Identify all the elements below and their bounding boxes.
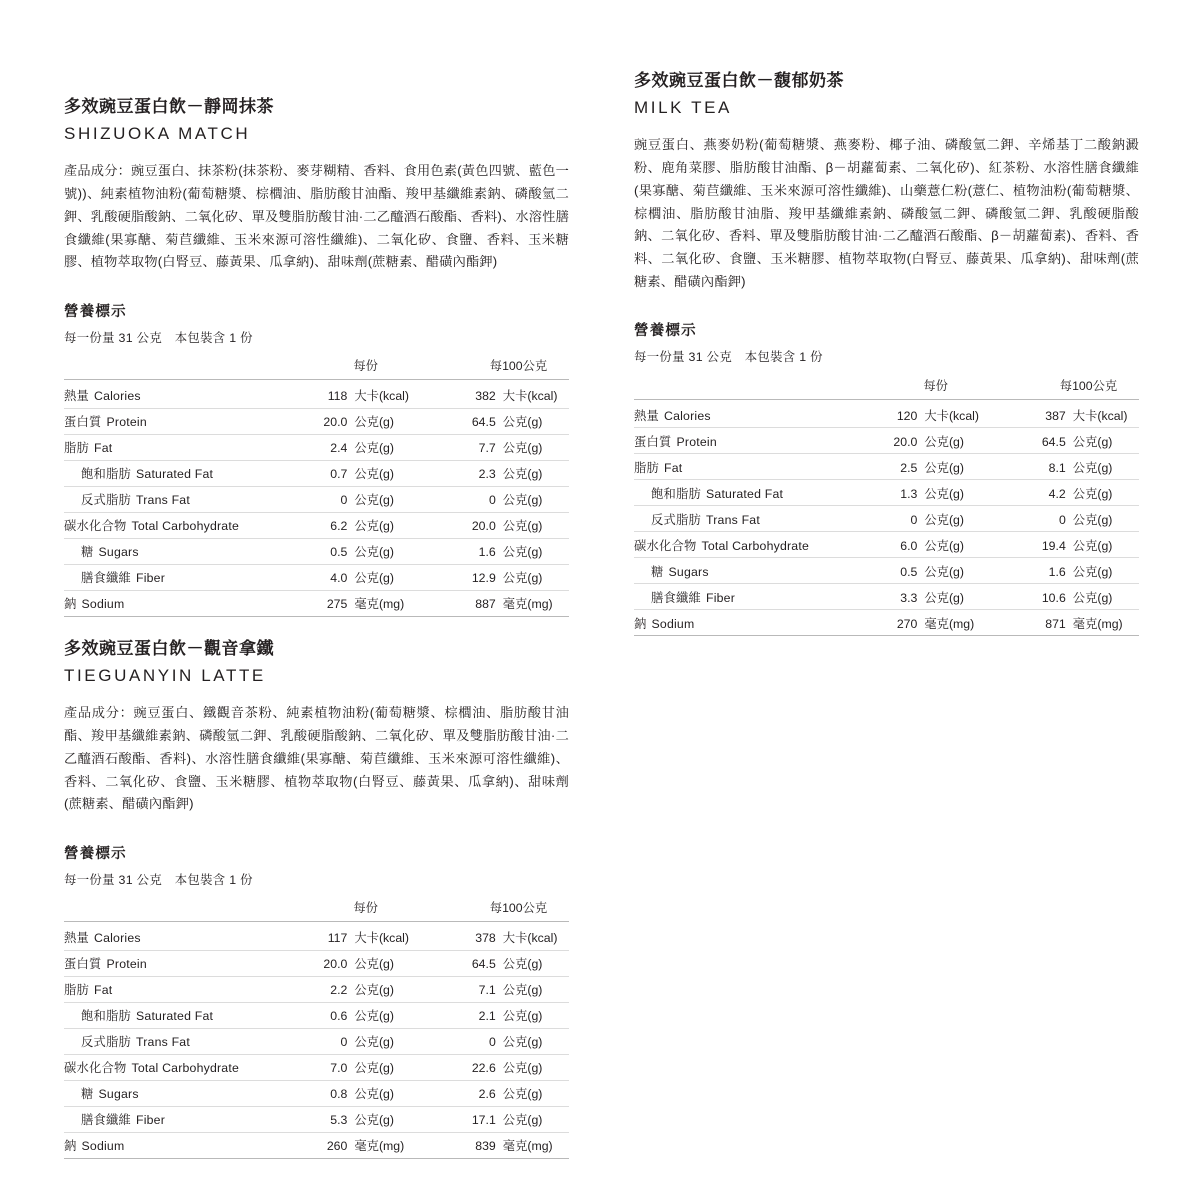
row-value-serving: 0.7 公克(g) bbox=[330, 467, 394, 482]
nutrition-table-head bbox=[64, 895, 569, 922]
row-label: 飽和脂肪 Saturated Fat bbox=[81, 467, 214, 482]
header-blank bbox=[64, 353, 301, 380]
nutrition-label-heading: 營養標示 bbox=[634, 323, 697, 340]
row-value-serving: 20.0 公克(g) bbox=[893, 434, 964, 449]
row-label: 膳食纖維 Fiber bbox=[651, 590, 736, 605]
table-row bbox=[634, 480, 1139, 506]
ingredients-text: 豌豆蛋白、燕麥奶粉(葡萄糖漿、燕麥粉、椰子油、磷酸氫二鉀、辛烯基丁二酸鈉澱粉、鹿角菜膠、脂肪酸甘油酯、β－胡蘿蔔素、二氧化矽)、紅茶粉、水溶性膳食纖維(果寡醣、菊苣纖維、玉米來源可溶性纖維)、山藥薏仁粉(薏仁、植物油粉(葡萄糖漿、棕櫚油、脂肪酸甘油脂、羧甲基纖維素鈉、磷酸氫二鉀、磷酸氫二鉀、乳酸硬脂酸鈉、二氧化矽、香料、單及雙脂肪酸甘油·二乙醯酒石酸酯、β－胡蘿蔔素)、香料、香料、二氧化矽、食鹽、玉米糖膠、植物萃取物(白腎豆、藤黃果、瓜拿納)、甜味劑(蔗糖素、醋磺內酯鉀) bbox=[634, 137, 1139, 289]
row-value-serving: 260 毫克(mg) bbox=[326, 1139, 405, 1154]
row-value-serving: 3.3 公克(g) bbox=[900, 590, 964, 605]
row-value-serving: 4.0 公克(g) bbox=[330, 571, 394, 586]
row-value-serving: 118 大卡(kcal) bbox=[327, 389, 409, 404]
row-label: 反式脂肪 Trans Fat bbox=[81, 493, 190, 508]
table-row bbox=[64, 408, 569, 434]
nutrition-table-body bbox=[64, 380, 569, 617]
row-value-100g: 387 大卡(kcal) bbox=[1045, 408, 1128, 423]
row-value-100g: 2.3 公克(g) bbox=[478, 467, 543, 482]
row-value-100g: 382 大卡(kcal) bbox=[475, 389, 558, 404]
row-value-100g: 1.6 公克(g) bbox=[1048, 564, 1113, 579]
product-title-cn: 多效豌豆蛋白飲－馥郁奶茶 bbox=[634, 71, 844, 90]
row-label: 反式脂肪 Trans Fat bbox=[81, 1035, 190, 1050]
row-value-100g: 0 公克(g) bbox=[488, 1035, 543, 1050]
header-blank bbox=[634, 372, 871, 399]
product-title-en: MILK TEA bbox=[634, 97, 732, 117]
table-row bbox=[634, 399, 1139, 428]
row-value-100g: 0 公克(g) bbox=[1058, 512, 1113, 527]
table-row bbox=[64, 538, 569, 564]
nutrition-table-head bbox=[634, 372, 1139, 399]
nutrition-label-heading: 營養標示 bbox=[64, 845, 127, 862]
row-value-serving: 0.5 公克(g) bbox=[330, 545, 394, 560]
row-label: 鈉 Sodium bbox=[64, 597, 125, 612]
table-row bbox=[64, 380, 569, 409]
table-row bbox=[64, 1028, 569, 1054]
table-row bbox=[64, 1054, 569, 1080]
table-row bbox=[64, 1106, 569, 1132]
table-row bbox=[64, 512, 569, 538]
nutrition-table bbox=[634, 372, 1139, 636]
row-label: 碳水化合物 Total Carbohydrate bbox=[64, 1061, 239, 1076]
row-value-serving: 117 大卡(kcal) bbox=[327, 931, 409, 946]
row-value-100g: 887 毫克(mg) bbox=[475, 597, 553, 612]
row-value-serving: 270 毫克(mg) bbox=[896, 616, 975, 631]
row-value-serving: 2.2 公克(g) bbox=[330, 983, 394, 998]
table-row bbox=[634, 584, 1139, 610]
table-row bbox=[64, 564, 569, 590]
ingredients-text: 產品成分：豌豆蛋白、鐵觀音茶粉、純素植物油粉(葡萄糖漿、棕櫚油、脂肪酸甘油酯、羧甲基纖維素鈉、磷酸氫二鉀、乳酸硬脂酸鈉、二氧化矽、單及雙脂肪酸甘油·二乙醯酒石酸酯、香料)、水溶性膳食纖維(果寡醣、菊苣纖維、玉米來源可溶性纖維)、香料、二氧化矽、食鹽、玉米糖膠、植物萃取物(白腎豆、藤黃果、瓜拿納)、甜味劑(蔗糖素、醋磺內酯鉀) bbox=[64, 705, 569, 812]
row-value-100g: 20.0 公克(g) bbox=[471, 519, 543, 534]
row-value-100g: 4.2 公克(g) bbox=[1048, 486, 1113, 501]
row-label: 糖 Sugars bbox=[81, 1087, 139, 1102]
nutrition-table-head bbox=[64, 353, 569, 380]
row-label: 膳食纖維 Fiber bbox=[81, 571, 166, 586]
row-value-100g: 2.6 公克(g) bbox=[478, 1087, 543, 1102]
header-per-serving: 每份 bbox=[301, 353, 447, 380]
row-value-100g: 839 毫克(mg) bbox=[475, 1139, 553, 1154]
header-per-100g: 每100公克 bbox=[448, 895, 569, 922]
table-row bbox=[64, 922, 569, 951]
table-header-row bbox=[64, 895, 569, 922]
row-value-serving: 0.8 公克(g) bbox=[330, 1087, 394, 1102]
table-row bbox=[634, 454, 1139, 480]
row-label: 熱量 Calories bbox=[64, 389, 141, 404]
product-panel-shizuoka-matcha bbox=[64, 96, 569, 617]
row-value-serving: 0 公克(g) bbox=[340, 1035, 394, 1050]
row-label: 蛋白質 Protein bbox=[64, 415, 147, 430]
row-value-100g: 22.6 公克(g) bbox=[471, 1061, 543, 1076]
product-title-en: TIEGUANYIN LATTE bbox=[64, 665, 266, 685]
product-title-cn: 多效豌豆蛋白飲－觀音拿鐵 bbox=[64, 639, 274, 658]
row-value-serving: 20.0 公克(g) bbox=[323, 415, 394, 430]
row-value-100g: 64.5 公克(g) bbox=[471, 957, 543, 972]
row-value-100g: 19.4 公克(g) bbox=[1041, 538, 1113, 553]
row-value-serving: 20.0 公克(g) bbox=[323, 957, 394, 972]
row-label: 脂肪 Fat bbox=[634, 460, 683, 475]
row-value-100g: 10.6 公克(g) bbox=[1041, 590, 1113, 605]
row-value-serving: 5.3 公克(g) bbox=[330, 1113, 394, 1128]
row-label: 糖 Sugars bbox=[651, 564, 709, 579]
row-value-100g: 7.1 公克(g) bbox=[478, 983, 543, 998]
table-row bbox=[634, 610, 1139, 636]
table-row bbox=[634, 558, 1139, 584]
nutrition-table-body bbox=[64, 922, 569, 1159]
nutrition-table bbox=[64, 353, 569, 617]
table-row bbox=[64, 590, 569, 616]
table-row bbox=[64, 950, 569, 976]
ingredients-text: 產品成分：豌豆蛋白、抹茶粉(抹茶粉、麥芽糊精、香料、食用色素(黃色四號、藍色一號))、純素植物油粉(葡萄糖漿、棕櫚油、脂肪酸甘油酯、羧甲基纖維素鈉、磷酸氫二鉀、乳酸硬脂酸鈉、二氧化矽、單及雙脂肪酸甘油·二乙醯酒石酸酯、香料)、水溶性膳食纖維(果寡醣、菊苣纖維、玉米來源可溶性纖維)、二氧化矽、食鹽、香料、玉米糖膠、植物萃取物(白腎豆、藤黃果、瓜拿納)、甜味劑(蔗糖素、醋磺內酯鉀) bbox=[64, 163, 569, 270]
table-header-row bbox=[64, 353, 569, 380]
nutrition-label-heading: 營養標示 bbox=[64, 303, 127, 320]
row-value-100g: 1.6 公克(g) bbox=[478, 545, 543, 560]
row-label: 碳水化合物 Total Carbohydrate bbox=[634, 538, 809, 553]
row-label: 蛋白質 Protein bbox=[64, 957, 147, 972]
row-value-serving: 0 公克(g) bbox=[910, 512, 964, 527]
row-label: 飽和脂肪 Saturated Fat bbox=[651, 486, 784, 501]
table-row bbox=[64, 1132, 569, 1158]
table-row bbox=[64, 976, 569, 1002]
row-value-100g: 378 大卡(kcal) bbox=[475, 931, 558, 946]
row-value-serving: 7.0 公克(g) bbox=[330, 1061, 394, 1076]
table-row bbox=[64, 1080, 569, 1106]
table-row bbox=[64, 460, 569, 486]
product-panel-tieguanyin-latte bbox=[64, 638, 569, 1159]
row-value-serving: 1.3 公克(g) bbox=[900, 486, 964, 501]
row-value-100g: 17.1 公克(g) bbox=[471, 1113, 543, 1128]
row-value-serving: 6.0 公克(g) bbox=[900, 538, 964, 553]
row-value-100g: 7.7 公克(g) bbox=[478, 441, 543, 456]
table-row bbox=[64, 434, 569, 460]
product-title-cn: 多效豌豆蛋白飲－靜岡抹茶 bbox=[64, 97, 274, 116]
row-label: 熱量 Calories bbox=[64, 931, 141, 946]
header-blank bbox=[64, 895, 301, 922]
table-row bbox=[634, 532, 1139, 558]
serving-size-line: 每一份量 31 公克 本包裝含 1 份 bbox=[64, 872, 253, 887]
table-row bbox=[634, 428, 1139, 454]
header-per-serving: 每份 bbox=[871, 372, 1017, 399]
nutrition-table bbox=[64, 895, 569, 1159]
table-row bbox=[634, 506, 1139, 532]
row-value-100g: 871 毫克(mg) bbox=[1045, 616, 1123, 631]
row-value-100g: 8.1 公克(g) bbox=[1048, 460, 1113, 475]
row-label: 糖 Sugars bbox=[81, 545, 139, 560]
row-value-serving: 2.4 公克(g) bbox=[330, 441, 394, 456]
row-label: 飽和脂肪 Saturated Fat bbox=[81, 1009, 214, 1024]
table-header-row bbox=[634, 372, 1139, 399]
row-value-serving: 0 公克(g) bbox=[340, 493, 394, 508]
serving-size-line: 每一份量 31 公克 本包裝含 1 份 bbox=[64, 330, 253, 345]
row-label: 脂肪 Fat bbox=[64, 983, 113, 998]
row-value-serving: 0.6 公克(g) bbox=[330, 1009, 394, 1024]
row-label: 鈉 Sodium bbox=[634, 616, 695, 631]
row-value-serving: 6.2 公克(g) bbox=[330, 519, 394, 534]
product-title-en: SHIZUOKA MATCH bbox=[64, 123, 251, 143]
header-per-serving: 每份 bbox=[301, 895, 447, 922]
row-label: 膳食纖維 Fiber bbox=[81, 1113, 166, 1128]
row-value-serving: 2.5 公克(g) bbox=[900, 460, 964, 475]
row-value-100g: 12.9 公克(g) bbox=[471, 571, 543, 586]
product-panel-milk-tea bbox=[634, 70, 1139, 636]
row-label: 反式脂肪 Trans Fat bbox=[651, 512, 760, 527]
row-value-serving: 275 毫克(mg) bbox=[326, 597, 405, 612]
row-value-serving: 120 大卡(kcal) bbox=[896, 408, 979, 423]
row-value-serving: 0.5 公克(g) bbox=[900, 564, 964, 579]
row-value-100g: 0 公克(g) bbox=[488, 493, 543, 508]
header-per-100g: 每100公克 bbox=[1018, 372, 1139, 399]
nutrition-table-body bbox=[634, 399, 1139, 636]
row-label: 脂肪 Fat bbox=[64, 441, 113, 456]
row-label: 碳水化合物 Total Carbohydrate bbox=[64, 519, 239, 534]
header-per-100g: 每100公克 bbox=[448, 353, 569, 380]
serving-size-line: 每一份量 31 公克 本包裝含 1 份 bbox=[634, 350, 823, 365]
row-value-100g: 2.1 公克(g) bbox=[478, 1009, 543, 1024]
row-label: 鈉 Sodium bbox=[64, 1139, 125, 1154]
row-value-100g: 64.5 公克(g) bbox=[471, 415, 543, 430]
row-value-100g: 64.5 公克(g) bbox=[1041, 434, 1113, 449]
table-row bbox=[64, 1002, 569, 1028]
table-row bbox=[64, 486, 569, 512]
row-label: 熱量 Calories bbox=[634, 408, 711, 423]
row-label: 蛋白質 Protein bbox=[634, 434, 717, 449]
